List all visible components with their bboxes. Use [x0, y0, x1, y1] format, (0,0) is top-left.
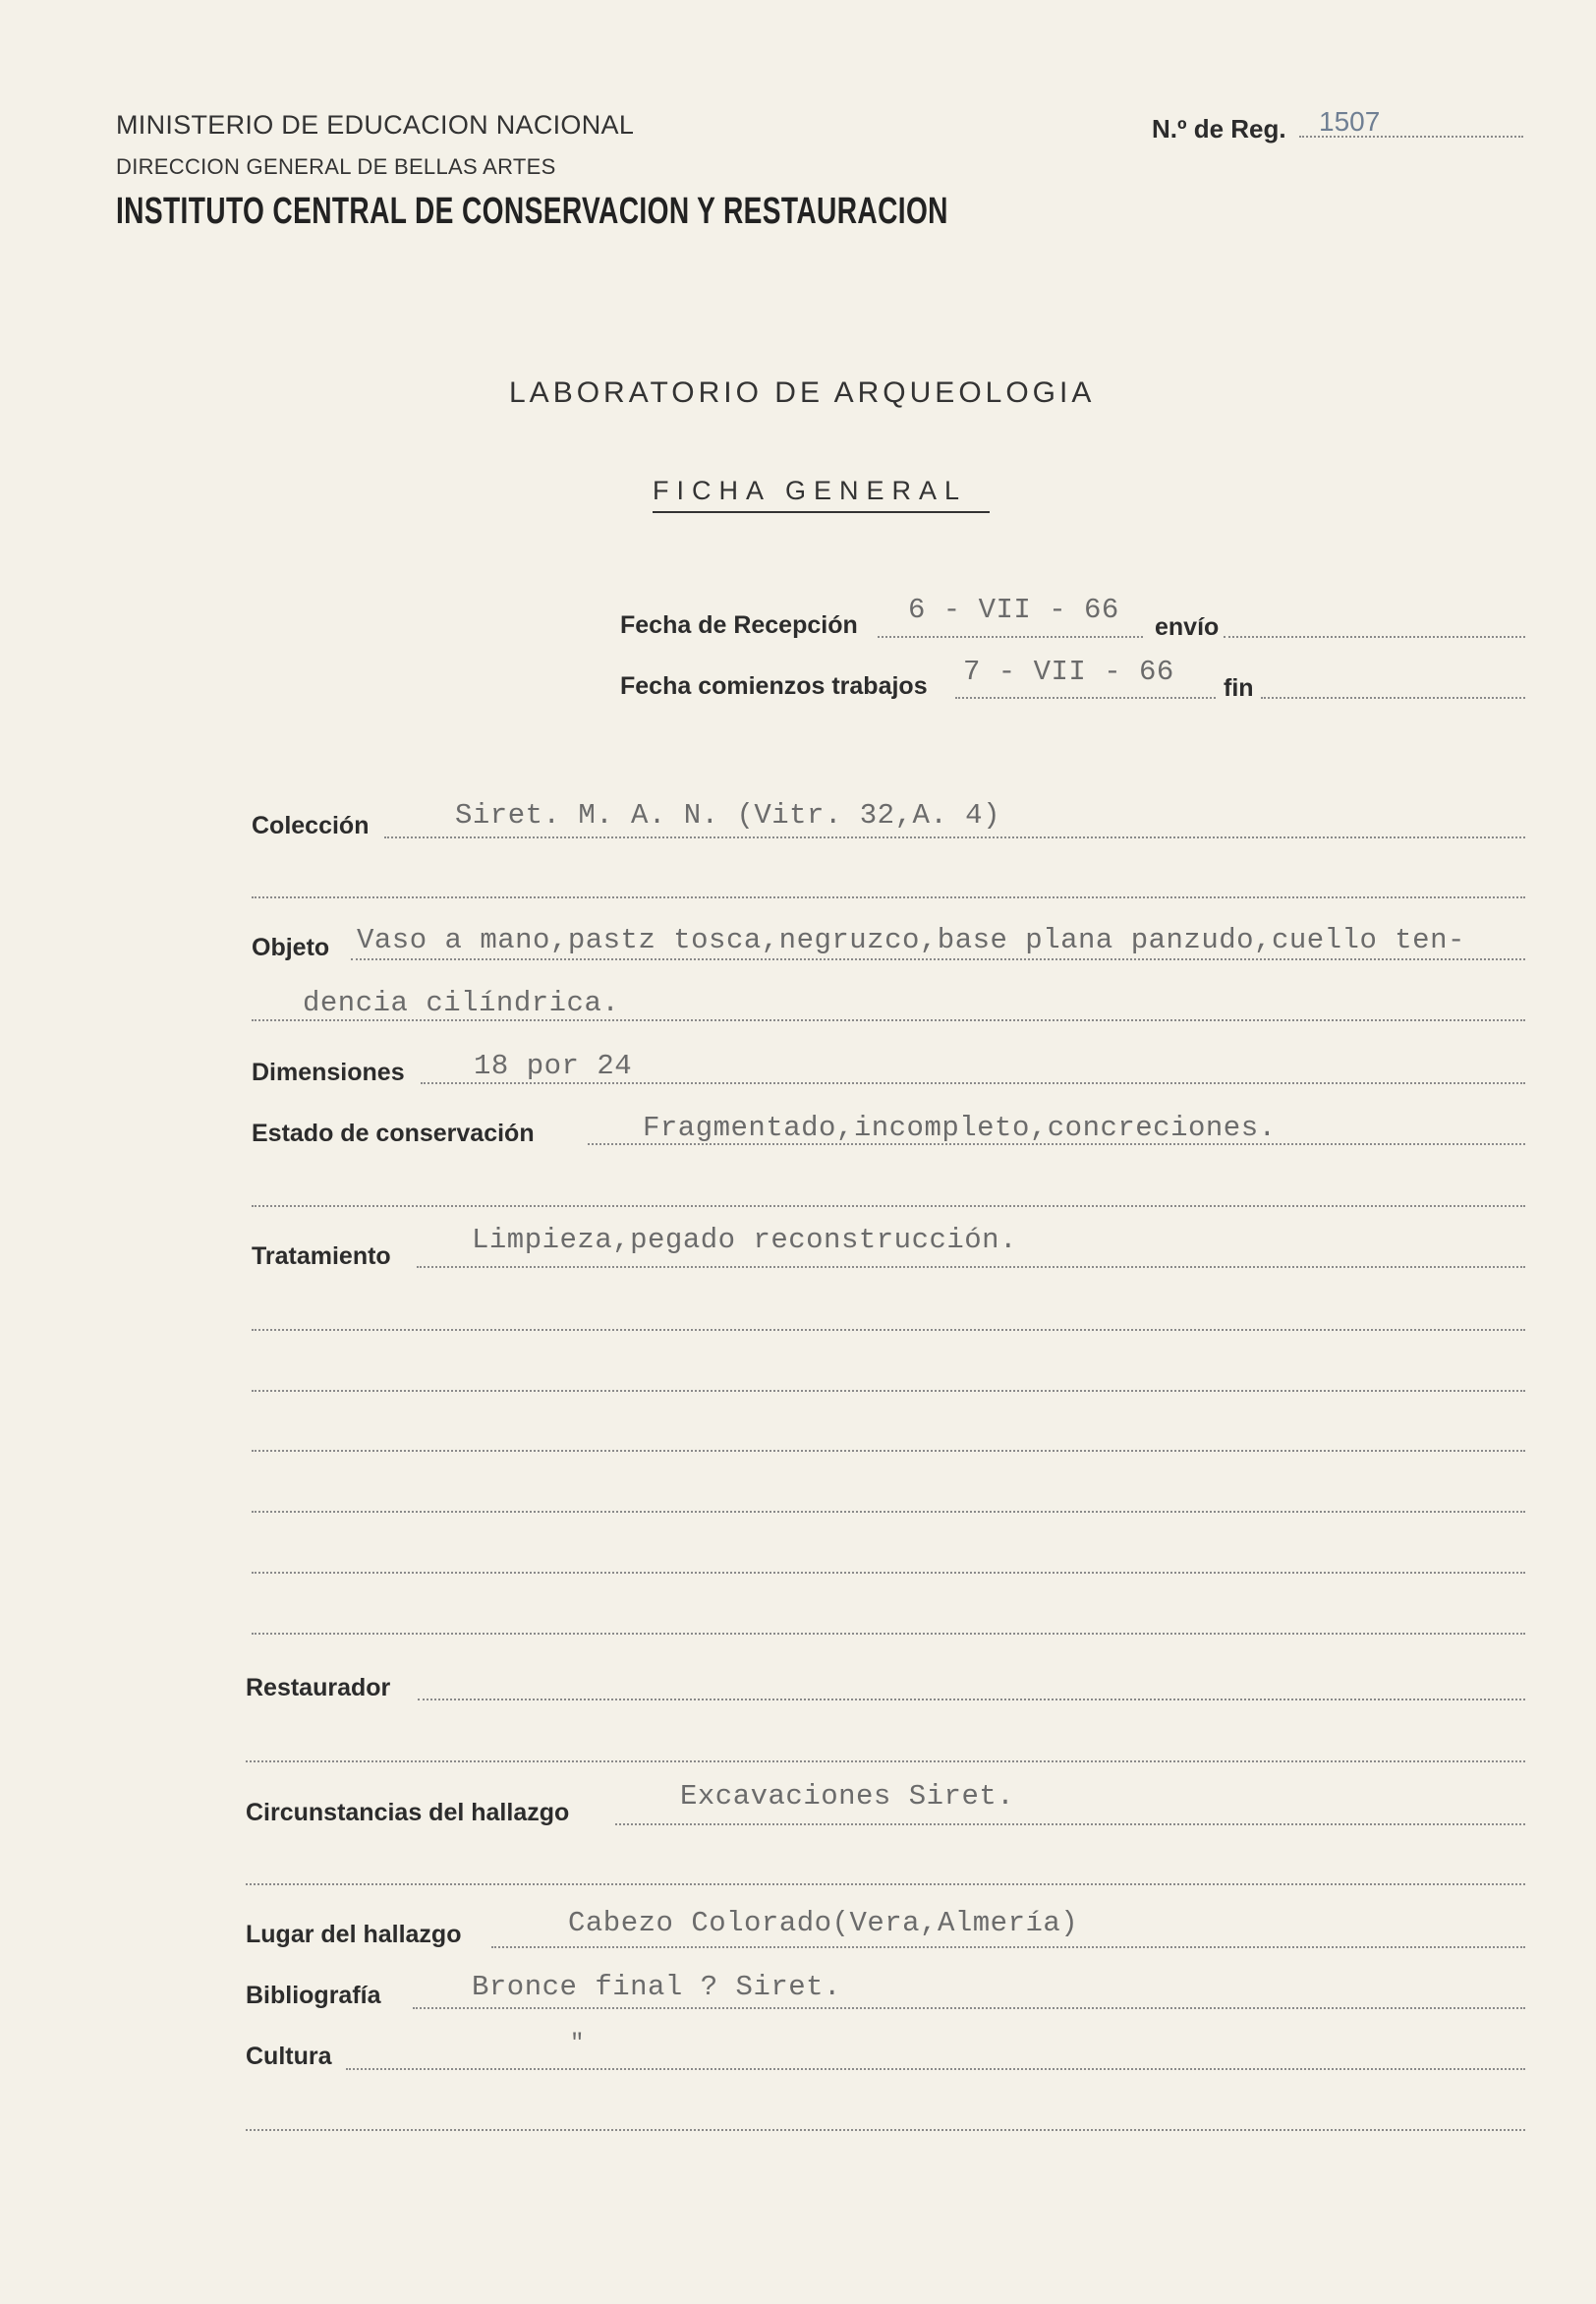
bibliografia-dotted-line — [413, 2007, 1525, 2009]
circunstancias-value: Excavaciones Siret. — [680, 1780, 1015, 1813]
objeto-value-line1: Vaso a mano,pastz tosca,negruzco,base plana panzudo,cuello ten- — [357, 924, 1465, 956]
tratamiento-dotted-line — [417, 1266, 1525, 1268]
lugar-dotted-line — [491, 1946, 1525, 1948]
cultura-dotted-line — [346, 2068, 1525, 2070]
blank-line-3 — [252, 1450, 1525, 1452]
lugar-label: Lugar del hallazgo — [246, 1921, 462, 1948]
estado-label: Estado de conservación — [252, 1120, 535, 1147]
form-title-underline — [653, 511, 990, 513]
reg-label: N.º de Reg. — [1152, 114, 1286, 144]
restaurador-label: Restaurador — [246, 1674, 391, 1701]
reg-value: 1507 — [1319, 106, 1381, 137]
direction-heading: DIRECCION GENERAL DE BELLAS ARTES — [116, 154, 556, 179]
form-title: FICHA GENERAL — [653, 476, 968, 505]
lab-title: LABORATORIO DE ARQUEOLOGIA — [509, 376, 1096, 409]
coleccion-dotted-line — [384, 836, 1525, 838]
circunstancias-extra-line — [246, 1883, 1525, 1885]
start-date-label: Fecha comienzos trabajos — [620, 672, 928, 700]
bibliografia-label: Bibliografía — [246, 1982, 381, 2009]
ministry-heading: MINISTERIO DE EDUCACION NACIONAL — [116, 110, 635, 140]
lugar-value: Cabezo Colorado(Vera,Almería) — [568, 1907, 1079, 1939]
fin-label: fin — [1224, 674, 1254, 702]
cultura-value: " — [570, 2031, 585, 2057]
reception-date-value: 6 - VII - 66 — [908, 594, 1119, 626]
coleccion-extra-line — [252, 896, 1525, 898]
blank-line-5 — [252, 1572, 1525, 1574]
blank-line-6 — [252, 1633, 1525, 1635]
dimensiones-value: 18 por 24 — [474, 1050, 633, 1082]
blank-line-4 — [252, 1511, 1525, 1513]
restaurador-extra-line — [246, 1760, 1525, 1762]
objeto-value-line2: dencia cilíndrica. — [303, 987, 620, 1019]
envio-label: envío — [1155, 613, 1220, 641]
estado-dotted-line — [588, 1143, 1525, 1145]
tratamiento-value: Limpieza,pegado reconstrucción. — [472, 1224, 1017, 1256]
cultura-label: Cultura — [246, 2043, 332, 2070]
circunstancias-label: Circunstancias del hallazgo — [246, 1799, 570, 1826]
envio-dotted-line — [1224, 636, 1525, 638]
objeto-dotted-line-2 — [252, 1019, 1525, 1021]
circunstancias-dotted-line — [615, 1823, 1525, 1825]
objeto-label: Objeto — [252, 934, 330, 961]
cultura-extra-line — [246, 2129, 1525, 2131]
blank-line-2 — [252, 1390, 1525, 1392]
coleccion-value: Siret. M. A. N. (Vitr. 32,A. 4) — [455, 799, 1000, 832]
blank-line-1 — [252, 1329, 1525, 1331]
estado-value: Fragmentado,incompleto,concreciones. — [643, 1112, 1277, 1144]
institute-heading: INSTITUTO CENTRAL DE CONSERVACION Y RESTAURACION — [116, 191, 948, 232]
bibliografia-value: Bronce final ? Siret. — [472, 1971, 841, 2003]
start-dotted-line — [955, 697, 1216, 699]
coleccion-label: Colección — [252, 812, 370, 839]
reception-dotted-line — [878, 636, 1143, 638]
dimensiones-dotted-line — [421, 1082, 1525, 1084]
dimensiones-label: Dimensiones — [252, 1059, 405, 1086]
objeto-dotted-line-1 — [351, 958, 1525, 960]
reception-date-label: Fecha de Recepción — [620, 611, 858, 639]
restaurador-dotted-line — [418, 1699, 1525, 1700]
fin-dotted-line — [1261, 697, 1525, 699]
reg-dotted-line — [1299, 136, 1523, 138]
start-date-value: 7 - VII - 66 — [963, 656, 1174, 688]
estado-extra-line — [252, 1205, 1525, 1207]
tratamiento-label: Tratamiento — [252, 1242, 391, 1270]
